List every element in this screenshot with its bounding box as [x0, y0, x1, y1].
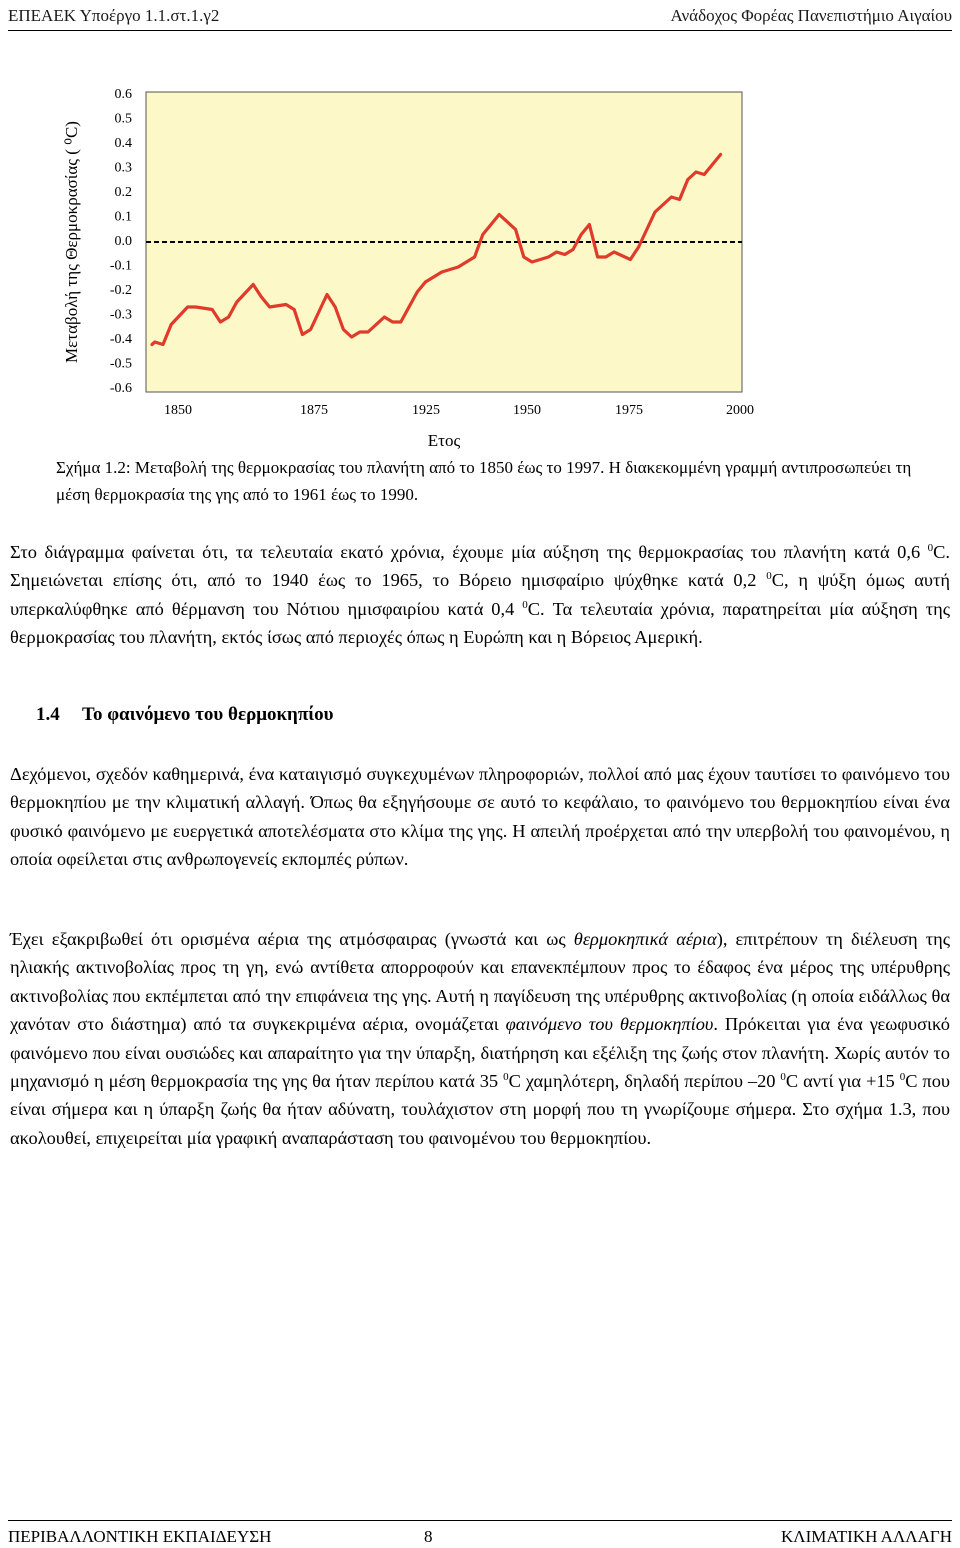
header-rule	[8, 30, 952, 31]
header-contractor: Ανάδοχος Φορέας Πανεπιστήμιο Αιγαίου	[670, 6, 952, 25]
header-project: ΕΠΕΑΕΚ Υποέργο 1.1.στ.1.γ2	[8, 6, 220, 25]
paragraph-diagram-observations: Στο διάγραμμα φαίνεται ότι, τα τελευταία εκατό χρόνια, έχουμε μία αύξηση της θερμοκρασίας του πλανήτη κατά 0,6 $^0$C. Σημειώνεται επίσης ότι, από το 1940 έως το 1965, το Βόρειο ημισφαίριο ψύχθηκε κατά 0,2 $^0$C, η ψύξη όμως αυτή υπερκαλύφθηκε από θέρμανση του Νότιου ημισφαιρίου κατά 0,4 $^0$C. Τα τελευταία χρόνια, παρατηρείται μία αύξηση της θερμοκρασίας του πλανήτη, εκτός ίσως από περιοχές όπως η Ευρώπη και η Βόρειος Αμερική.	[10, 542, 950, 648]
footer-right: ΚΛΙΜΑΤΙΚΗ ΑΛΛΑΓΗ	[780, 1527, 952, 1546]
section-heading	[36, 704, 334, 726]
y-tick-label: -0.5	[109, 356, 132, 372]
x-axis-label: Ετος	[427, 431, 461, 450]
section-number: 1.4	[36, 704, 60, 725]
page-header	[8, 6, 952, 30]
x-tick-label: 1925	[412, 403, 440, 418]
y-tick-label: -0.2	[109, 283, 132, 298]
paragraph-greenhouse-intro: Δεχόμενοι, σχεδόν καθημερινά, ένα καταιγισμό συγκεχυμένων πληροφοριών, πολλοί από μας έχουν ταυτίσει το φαινόμενο του θερμοκηπίου με την κλιματική αλλαγή. Όπως θα εξηγήσουμε σε αυτό το κεφάλαιο, το φαινόμενο του θερμοκηπίου είναι ένα φυσικό φαινόμενο με ευεργετικά αποτελέσματα στο κλίμα της γης. Η απειλή προέρχεται από την υπερβολή του φαινομένου, η οποία οφείλεται στις ανθρωπογενείς εκπομπές ρύπων.	[10, 764, 950, 870]
x-tick-label: 1975	[615, 403, 643, 418]
y-tick-label: 0.3	[114, 160, 132, 176]
y-axis-label: Μεταβολή της Θερμοκρασίας ( ⁰C)	[62, 121, 81, 363]
y-tick-label: 0.0	[114, 234, 132, 249]
y-tick-label: 0.2	[114, 185, 132, 200]
temperature-chart	[0, 60, 960, 452]
page-number: 8	[424, 1527, 433, 1546]
y-tick-label: 0.6	[114, 87, 132, 102]
x-tick-label: 1850	[164, 403, 192, 418]
x-tick-label: 1875	[300, 403, 328, 418]
y-tick-label: 0.1	[114, 209, 132, 225]
y-tick-label: -0.3	[109, 307, 132, 323]
figure-caption: Σχήμα 1.2: Μεταβολή της θερμοκρασίας του πλανήτη από το 1850 έως το 1997. Η διακεκομμένη γραμμή αντιπροσωπεύει τη μέση θερμοκρασία της γης από το 1961 έως το 1990.	[56, 458, 912, 504]
paragraph-greenhouse-mechanism: Έχει εξακριβωθεί ότι ορισμένα αέρια της ατμόσφαιρας (γνωστά και ως θερμοκηπικά αέρια), επιτρέπουν τη διέλευση της ηλιακής ακτινοβολίας προς τη γη, ενώ αντίθετα απορροφούν και επανεκπέμπουν προς το έδαφος ένα μέρος της υπέρυθρης ακτινοβολίας που εκπέμπεται από την επιφάνεια της γης. Αυτή η παγίδευση της υπέρυθρης ακτινοβολίας (η οποία ειδάλλως θα χανόταν στο διάστημα) από τα συγκεκριμένα αέρια, ονομάζεται φαινόμενο του θερμοκηπίου. Πρόκειται για ένα γεωφυσικό φαινόμενο που είναι ουσιώδες και απαραίτητο για την ύπαρξη, διατήρηση και εξέλιξη της ζωής στον πλανήτη. Χωρίς αυτόν το μηχανισμό η μέση θερμοκρασία της γης θα ήταν περίπου κατά 35 $^0$C χαμηλότερη, δηλαδή περίπου –20 $^0$C αντί για +15 $^0$C που είναι σήμερα και η ύπαρξη ζωής θα ήταν αδύνατη, τουλάχιστον στη μορφή που τη γνωρίζουμε σήμερα. Στο σχήμα 1.3, που ακολουθεί, επιχειρείται μία γραφική αναπαράσταση του φαινομένου του θερμοκηπίου.	[10, 929, 950, 1148]
y-tick-label: -0.6	[109, 381, 132, 396]
y-tick-label: -0.4	[109, 332, 132, 347]
x-tick-label: 2000	[726, 403, 754, 418]
y-tick-label: 0.4	[114, 136, 132, 151]
x-tick-label: 1950	[513, 403, 541, 418]
y-tick-label: 0.5	[114, 111, 132, 127]
footer-left: ΠΕΡΙΒΑΛΛΟΝΤΙΚΗ ΕΚΠΑΙΔΕΥΣΗ	[8, 1527, 272, 1546]
y-tick-label: -0.1	[109, 258, 132, 274]
footer-rule	[8, 1520, 952, 1521]
section-title: Το φαινόμενο του θερμοκηπίου	[82, 704, 334, 725]
